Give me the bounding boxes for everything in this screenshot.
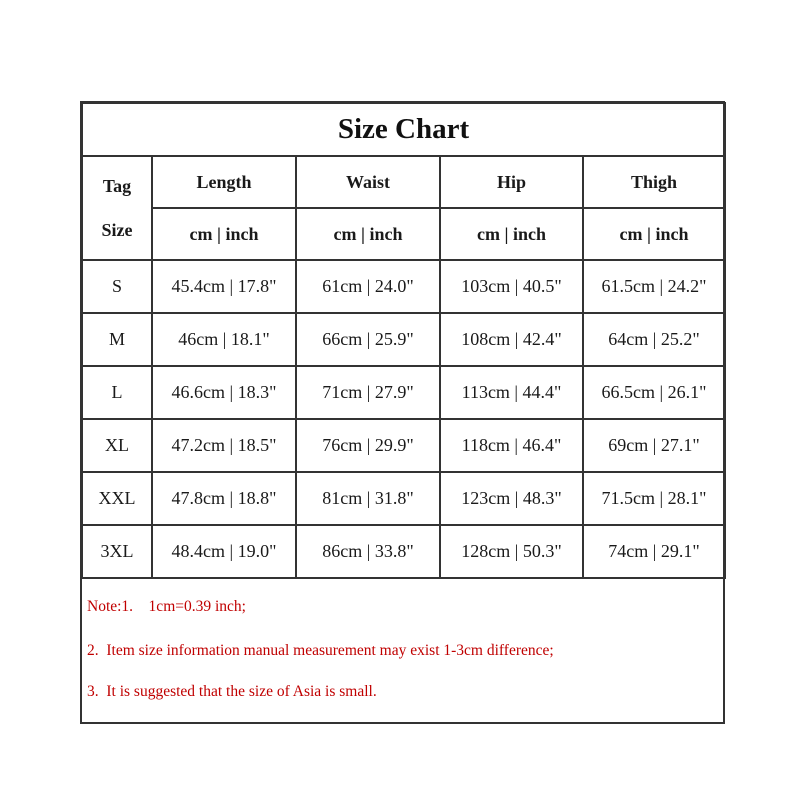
unit-label-waist: cm | inch (296, 208, 440, 260)
length-cell: 46.6cm | 18.3" (152, 366, 296, 419)
thigh-cell: 71.5cm | 28.1" (583, 472, 725, 525)
column-header-waist: Waist (296, 156, 440, 208)
size-cell: S (82, 260, 152, 313)
waist-cell: 66cm | 25.9" (296, 313, 440, 366)
waist-cell: 61cm | 24.0" (296, 260, 440, 313)
notes-section (82, 579, 723, 722)
thigh-cell: 61.5cm | 24.2" (583, 260, 725, 313)
tag-size-header (82, 156, 152, 260)
column-header-thigh: Thigh (583, 156, 725, 208)
size-table (81, 102, 726, 579)
table-row (82, 419, 725, 472)
thigh-cell: 66.5cm | 26.1" (583, 366, 725, 419)
length-cell: 47.2cm | 18.5" (152, 419, 296, 472)
tag-size-line1: Tag (102, 176, 132, 196)
table-row (82, 525, 725, 578)
tag-size-line2: Size (101, 220, 133, 240)
size-cell: L (82, 366, 152, 419)
size-cell: XL (82, 419, 152, 472)
thigh-cell: 64cm | 25.2" (583, 313, 725, 366)
hip-cell: 103cm | 40.5" (440, 260, 583, 313)
waist-cell: 86cm | 33.8" (296, 525, 440, 578)
size-cell: 3XL (82, 525, 152, 578)
waist-cell: 71cm | 27.9" (296, 366, 440, 419)
length-cell: 45.4cm | 17.8" (152, 260, 296, 313)
hip-cell: 108cm | 42.4" (440, 313, 583, 366)
note-2: 2. Item size information manual measurement may exist 1-3cm difference; (87, 642, 554, 659)
note-1: Note:1. 1cm=0.39 inch; (87, 598, 246, 615)
size-cell: M (82, 313, 152, 366)
table-row (82, 472, 725, 525)
thigh-cell: 69cm | 27.1" (583, 419, 725, 472)
length-cell: 46cm | 18.1" (152, 313, 296, 366)
hip-cell: 113cm | 44.4" (440, 366, 583, 419)
hip-cell: 118cm | 46.4" (440, 419, 583, 472)
hip-cell: 123cm | 48.3" (440, 472, 583, 525)
unit-label-thigh: cm | inch (583, 208, 725, 260)
unit-label-hip: cm | inch (440, 208, 583, 260)
length-cell: 48.4cm | 19.0" (152, 525, 296, 578)
thigh-cell: 74cm | 29.1" (583, 525, 725, 578)
note-3: 3. It is suggested that the size of Asia is small. (87, 683, 377, 700)
size-chart (80, 101, 725, 724)
table-row (82, 313, 725, 366)
column-header-length: Length (152, 156, 296, 208)
unit-label-length: cm | inch (152, 208, 296, 260)
column-header-hip: Hip (440, 156, 583, 208)
size-cell: XXL (82, 472, 152, 525)
chart-title: Size Chart (82, 103, 725, 156)
waist-cell: 76cm | 29.9" (296, 419, 440, 472)
waist-cell: 81cm | 31.8" (296, 472, 440, 525)
table-row (82, 366, 725, 419)
table-row (82, 260, 725, 313)
hip-cell: 128cm | 50.3" (440, 525, 583, 578)
length-cell: 47.8cm | 18.8" (152, 472, 296, 525)
